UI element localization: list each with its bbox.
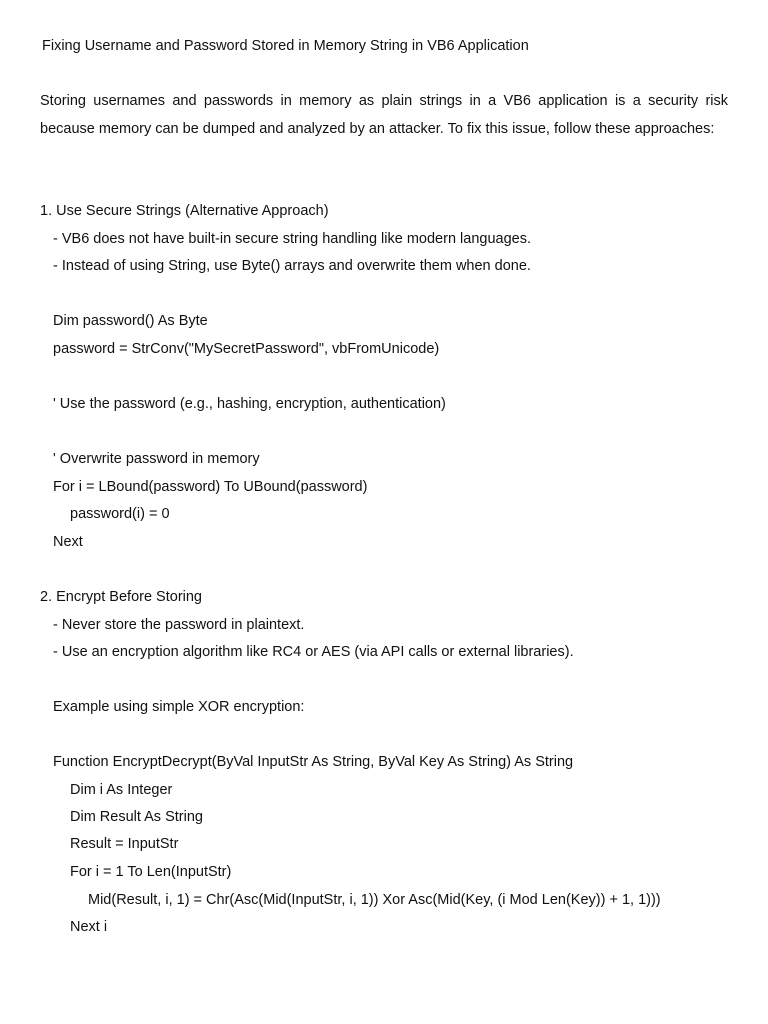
section-heading-secure-strings: 1. Use Secure Strings (Alternative Approach) <box>40 203 329 219</box>
code-line: Function EncryptDecrypt(ByVal InputStr As String, ByVal Key As String) As String <box>53 754 574 770</box>
code-line: For i = 1 To Len(InputStr) <box>70 864 232 880</box>
bullet-use-encryption: - Use an encryption algorithm like RC4 or AES (via API calls or external libraries). <box>53 644 574 660</box>
code-line: password = StrConv("MySecretPassword", vbFromUnicode) <box>53 341 440 357</box>
bullet-no-secure-string: - VB6 does not have built-in secure string handling like modern languages. <box>53 231 531 247</box>
code-comment: ' Overwrite password in memory <box>53 451 260 467</box>
code-line: Mid(Result, i, 1) = Chr(Asc(Mid(InputStr, i, 1)) Xor Asc(Mid(Key, (i Mod Len(Key)) + 1, 1))) <box>88 892 661 908</box>
code-line: Dim Result As String <box>70 809 203 825</box>
code-line: Dim i As Integer <box>70 782 173 798</box>
document-title: Fixing Username and Password Stored in Memory String in VB6 Application <box>42 38 529 54</box>
code-line: password(i) = 0 <box>70 506 170 522</box>
example-caption: Example using simple XOR encryption: <box>53 699 305 715</box>
code-line: For i = LBound(password) To UBound(password) <box>53 479 368 495</box>
code-line: Result = InputStr <box>70 836 179 852</box>
code-comment: ' Use the password (e.g., hashing, encryption, authentication) <box>53 396 446 412</box>
code-line: Next i <box>70 919 108 935</box>
section-heading-encrypt: 2. Encrypt Before Storing <box>40 589 202 605</box>
code-line: Dim password() As Byte <box>53 313 208 329</box>
code-line: Next <box>53 534 83 550</box>
bullet-no-plaintext: - Never store the password in plaintext. <box>53 617 305 633</box>
bullet-use-byte-arrays: - Instead of using String, use Byte() arrays and overwrite them when done. <box>53 258 531 274</box>
intro-paragraph: Storing usernames and passwords in memory as plain strings in a VB6 application is a security risk because memory can be dumped and analyzed by an attacker. To fix this issue, follow these approaches: <box>40 93 728 137</box>
